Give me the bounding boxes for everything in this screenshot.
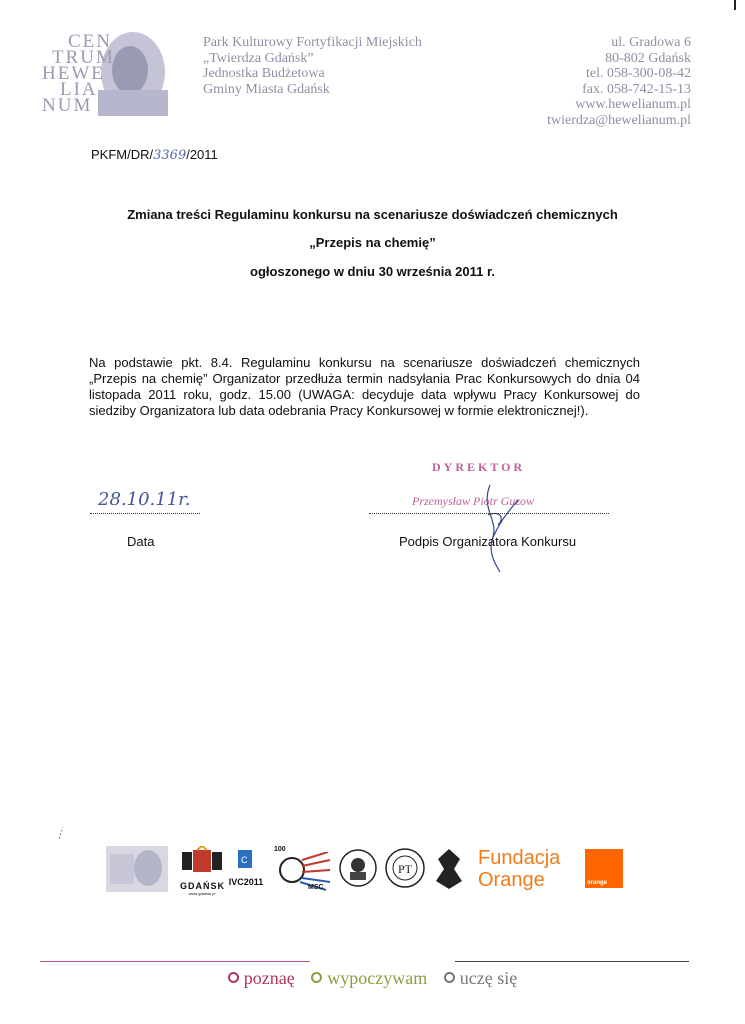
ivc-icon — [226, 848, 266, 872]
org-line: Gminy Miasta Gdańsk — [203, 81, 330, 97]
hewelianum-small-logo — [106, 846, 168, 892]
org-line: „Twierdza Gdańsk” — [203, 50, 314, 66]
signature-label: Podpis Organizatora Konkursu — [399, 534, 577, 549]
date-label: Data — [127, 534, 155, 549]
slogan-bullet-icon — [228, 972, 239, 983]
date-line — [90, 513, 200, 514]
address-street: ul. Gradowa 6 — [611, 35, 691, 50]
slogan-item-1: poznaę — [228, 968, 295, 988]
reference-number — [91, 147, 218, 163]
logo-word-3: HEWE — [42, 63, 105, 84]
emblem-logo — [432, 847, 466, 891]
slogan-item-3: uczę się — [444, 968, 517, 988]
slogan-bullet-icon — [311, 972, 322, 983]
logo-word-1: CEN — [68, 31, 112, 52]
stamp-title: DYREKTOR — [432, 460, 526, 474]
fundacja-orange-logo — [478, 847, 560, 891]
society-seal-icon — [384, 847, 426, 889]
contact-block — [547, 35, 691, 128]
hewelianum-logo — [38, 30, 170, 116]
msc-logo — [272, 846, 332, 894]
orange-logo-box — [585, 849, 623, 888]
footer-rule-right — [455, 961, 689, 962]
announcement-paragraph: Na podstawie pkt. 8.4. Regulaminu konkursu na scenariusze doświadczeń chemicznych „Przepis na chemię” Organizator przedłuża termin nadsyłania Prac Konkursowych do dnia 04 listopada 2011 roku, godz. 15.00 (UWAGA: decyduje data wpływu Pracy Konkursowej do siedziby Organizatora lub data odebrania Pracy Konkursowej w formie elektronicznej!). — [89, 355, 640, 418]
ivc-label: IVC2011 — [228, 877, 264, 887]
msc-label: MSC — [308, 884, 324, 891]
gdansk-logo — [180, 846, 224, 894]
address-city: 80-802 Gdańsk — [605, 50, 691, 66]
organization-block — [203, 35, 422, 97]
phone: tel. 058-300-08-42 — [586, 66, 691, 81]
logo-word-2: TRUM — [52, 47, 115, 68]
document-title-line-3: ogłoszonego w dniu 30 września 2011 r. — [250, 264, 495, 279]
stamp-name: Przemysław Piotr Guzow — [412, 494, 535, 508]
email-link[interactable]: twierdza@hewelianum.pl — [547, 112, 691, 128]
fund-line-1: Fundacja — [478, 847, 561, 869]
gdansk-crest-icon — [180, 846, 224, 876]
orange-box-label: orange — [587, 880, 608, 886]
reference-handwritten-number: 3369 — [153, 148, 187, 163]
gdansk-label: GDAŃSK — [180, 881, 226, 891]
footer-rule-left — [40, 961, 310, 962]
svg-text:C: C — [241, 855, 248, 865]
society-seal-logo — [384, 847, 426, 889]
fund-line-2: Orange — [478, 869, 545, 891]
university-seal-logo — [338, 848, 378, 888]
document-title-line-1: Zmiana treści Regulaminu konkursu na scenariusze doświadczeń chemicznych — [127, 207, 618, 222]
scan-mark — [58, 826, 64, 840]
document-title-line-2: „Przepis na chemię” — [309, 235, 436, 250]
gdansk-url: www.gdansk.pl — [188, 891, 216, 896]
handwritten-date: 28.10.11r. — [98, 489, 191, 510]
handwritten-signature-icon — [470, 480, 530, 575]
website-link[interactable]: www.hewelianum.pl — [575, 97, 691, 112]
page-corner-mark — [734, 0, 745, 10]
reference-prefix: PKFM/DR/ — [91, 147, 154, 162]
crest-emblem-icon — [432, 847, 466, 891]
org-line: Jednostka Budżetowa — [203, 66, 325, 81]
svg-text:PT: PT — [398, 862, 413, 876]
fax: fax. 058-742-15-13 — [582, 81, 691, 97]
slogan-bullet-icon — [444, 972, 455, 983]
footer-slogan — [0, 968, 745, 989]
signature-line — [369, 513, 609, 514]
reference-suffix: /2011 — [186, 147, 218, 162]
logo-word-4: LIA — [60, 79, 98, 100]
msc-number: 100 — [274, 846, 286, 853]
logo-word-5: NUM — [42, 95, 93, 116]
ivc2011-logo — [226, 848, 266, 894]
portrait-seal-icon — [338, 848, 378, 888]
org-line: Park Kulturowy Fortyfikacji Miejskich — [203, 35, 422, 50]
slogan-item-2: wypoczywam — [311, 968, 427, 988]
